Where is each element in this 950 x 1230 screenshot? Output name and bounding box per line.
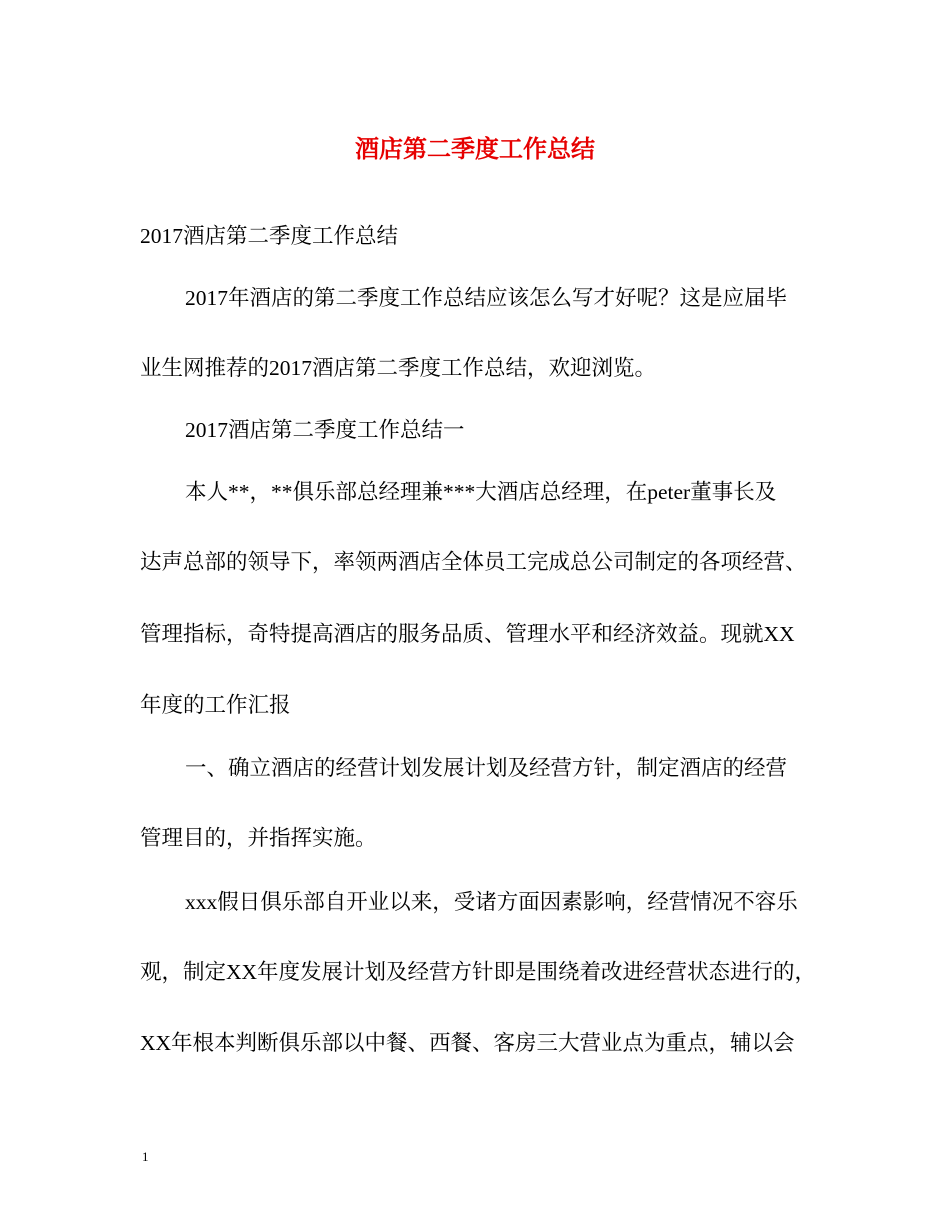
body-line: 达声总部的领导下，率领两酒店全体员工完成总公司制定的各项经营、 bbox=[140, 550, 807, 574]
body-line: 2017酒店第二季度工作总结一 bbox=[185, 418, 465, 442]
body-line: 业生网推荐的2017酒店第二季度工作总结，欢迎浏览。 bbox=[140, 356, 657, 380]
body-line: 年度的工作汇报 bbox=[140, 693, 291, 717]
document-title: 酒店第二季度工作总结 bbox=[355, 137, 595, 163]
body-line: 管理指标，奇特提高酒店的服务品质、管理水平和经济效益。现就XX bbox=[140, 622, 795, 646]
body-line: 2017年酒店的第二季度工作总结应该怎么写才好呢？这是应届毕 bbox=[185, 286, 788, 310]
body-line: xxx假日俱乐部自开业以来，受诸方面因素影响，经营情况不容乐 bbox=[185, 890, 798, 914]
body-line: 管理目的，并指挥实施。 bbox=[140, 826, 377, 850]
body-line: 2017酒店第二季度工作总结 bbox=[140, 224, 399, 248]
body-line: XX年根本判断俱乐部以中餐、西餐、客房三大营业点为重点，辅以会 bbox=[140, 1031, 795, 1055]
page-number: 1 bbox=[142, 1149, 149, 1164]
body-line: 观，制定XX年度发展计划及经营方针即是围绕着改进经营状态进行的， bbox=[140, 960, 817, 984]
body-line: 一、确立酒店的经营计划发展计划及经营方针，制定酒店的经营 bbox=[185, 756, 788, 780]
body-line: 本人**，**俱乐部总经理兼***大酒店总经理，在peter董事长及 bbox=[185, 480, 777, 504]
